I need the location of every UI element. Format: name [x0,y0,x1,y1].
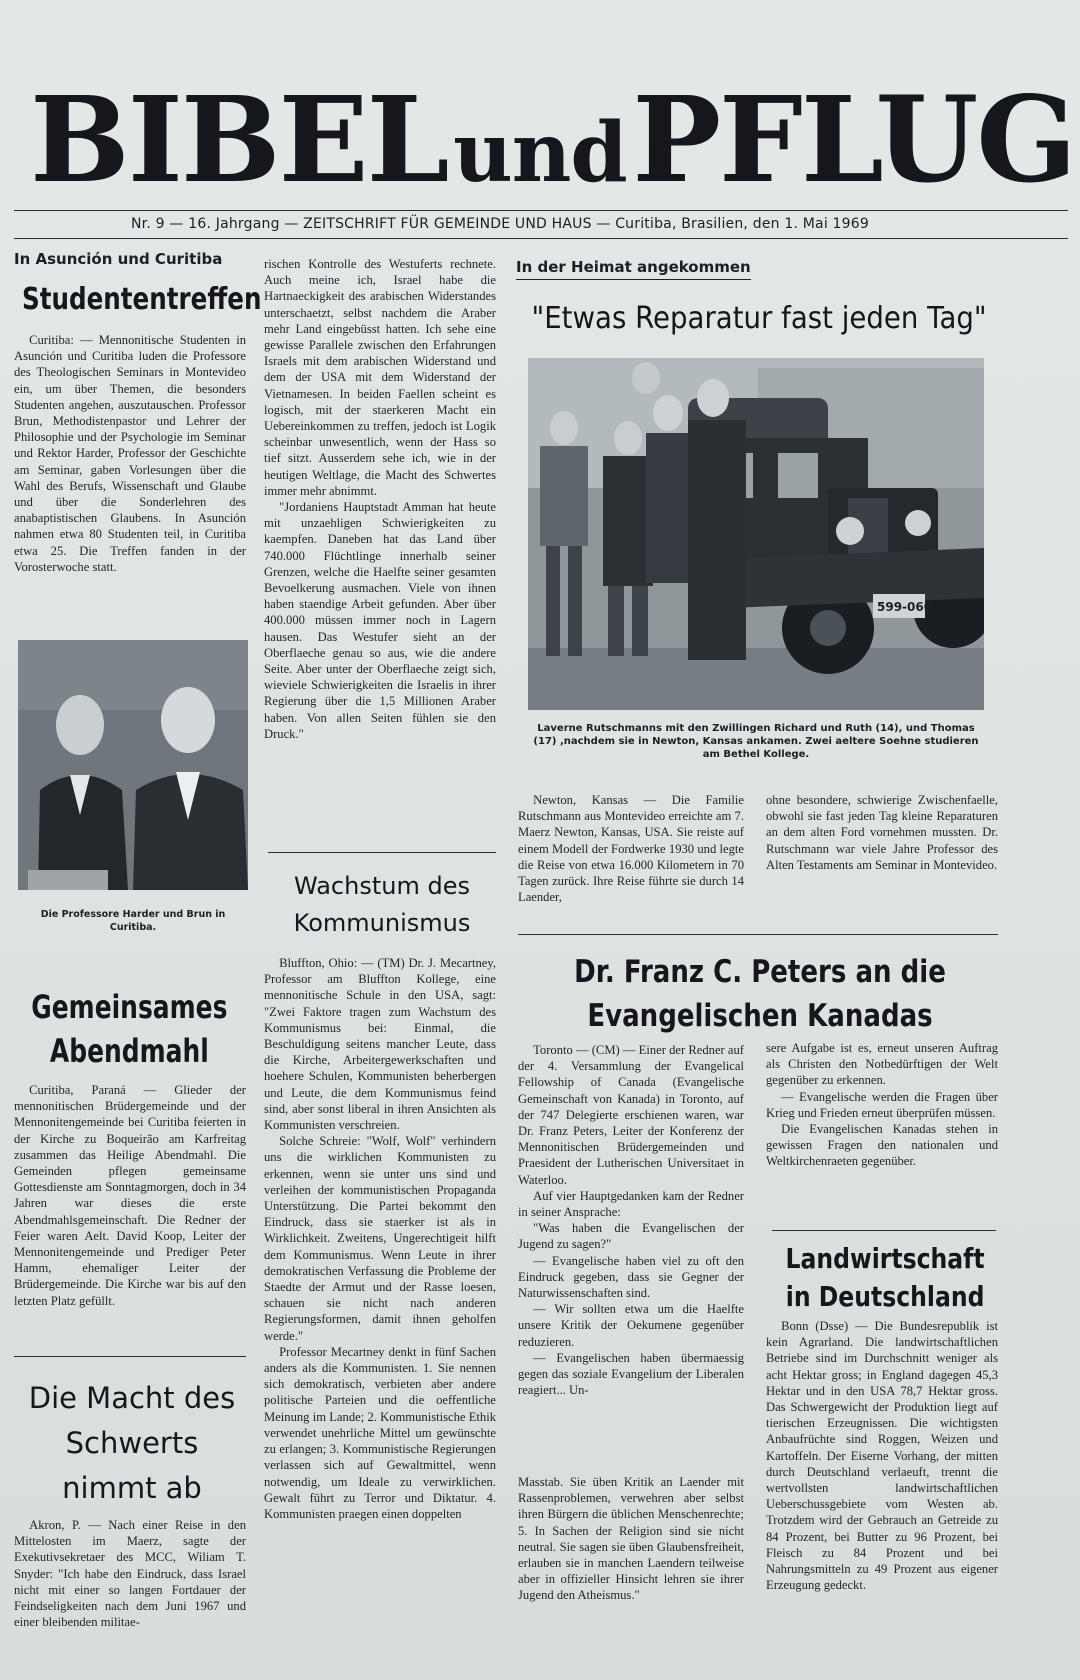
masthead-word-1: BIBEL [30,70,448,209]
paragraph: Bluffton, Ohio: — (TM) Dr. J. Mecartney, Professor am Bluffton Kollege, eine mennonitische Schule in den USA, sagt: "Zwei Faktore tragen zum Wachstum des Kommunismus bei: Einmal, die Beschuldigung seitens mancher Leute, dass die Kirche, Arbeitergewerkschaften und hoehere Schulen, Kommunisten beherbergen und Leute, die dem Kommunismus feind sind, aber sonst liberal in ihren Ansichten als Kommunisten verschreien. [264,956,496,1133]
masthead-word-2: und [453,105,627,201]
family-car-illustration [528,358,984,710]
masthead-word-3: PFLUG [632,70,1076,209]
masthead [30,70,1076,209]
paragraph: "Jordaniens Hauptstadt Amman hat heute mit unzaehligen Schwierigkeiten zu kaempfen. Daneben hat das Land über 740.000 Flüchtlinge innerhalb seiner Grenzen, welche die Haelfte seiner gesamten Bevoelkerung ausmachen. Viele von ihnen haben staendige Arbeit gefunden. Aber über 400.000 müssen immer noch in Lagern hausen. Das Westufer sieht an der Oberflaeche genau so aus, wie die andere Seite. Aber unter der Oberflaeche zeigt sich, wieviele Schwierigkeiten die Israelis in ihrer Regierung über die 1,5 Millionen Araber haben. Von allen Seiten fühlen sie den Druck." [264,500,496,741]
paragraph: Bonn (Dsse) — Die Bundesrepublik ist kein Agrarland. Die landwirtschaftlichen Betriebe sind im Durchschnitt weniger als acht Hektar gross; in England dagegen 45,3 Hektar und in den USA 78,7 Hektar gross. Das Schwergewicht der Produktion liegt auf tierischen Erzeugnissen. Die wichtigsten Anbaufrüchte sind Roggen, Weizen und Kartoffeln. Der Eiserne Vorhang, der mitten durch Deutschland verlaeuft, trennt die wertvollsten landwirtschaftlichen Ueberschussgebiete vom Westen ab. Trotzdem wird der Gebrauch an Getreide zu 84 Prozent, bei Butter zu 96 Prozent, bei Fleisch zu 84 Prozent und bei Nahrungsmitteln zu 49 Prozent aus eigener Erzeugung gedeckt. [766,1319,998,1593]
col2-separator [268,852,496,853]
article-peters-left [518,1042,744,1398]
photo-professors [18,640,248,890]
license-plate: 599-060 [877,600,933,614]
col1-kicker: In Asunción und Curitiba [14,250,223,268]
paragraph: ohne besondere, schwierige Zwischenfaelle, obwohl sie fast jeden Tag kleine Reparaturen an dem alten Ford vornehmen mussten. Dr. Rutschmann war viele Jahre Professor des Alten Testaments am Seminar in Montevideo. [766,793,998,872]
headline-landwirtschaft-text: Landwirtschaft in Deutschland [785,1242,985,1313]
paragraph: Curitiba: — Mennonitische Studenten in Asunción und Curitiba luden die Professore des Theologischen Seminars in Montevideo ein, um über Themen, die besonders Studenten angehen, auszutauschen. Professor Brun, Methodistenpastor und Lehrer der Philosophie und der Psychologie im Seminar und Rektor Harder, Professor der Geschichte am Seminar, gaben Vorlesungen über die Wahl des Berufs, Wissenschaft und Glaube und über die Sonderlehren des anabaptistischen Glaubens. In Asunción nahmen etwa 80 Studenten teil, in Curitiba etwa 25. Die Treffen fanden in der Vorosterwoche statt. [14,333,246,574]
headline-macht-des-schwerts: Die Macht des Schwerts nimmt ab [28,1381,236,1505]
article-reparatur-left [518,792,744,905]
headline-abendmahl-text: Gemeinsames Abendmahl [31,988,228,1070]
headline-peters [550,950,970,1038]
paragraph: — Evangelische haben viel zu oft den Eindruck gegeben, dass sie Gegner der Naturwissenschaften sind. [518,1253,744,1301]
article-macht-des-schwerts [14,1517,246,1630]
headline-kommunismus: Wachstum des Kommunismus [293,872,471,937]
paragraph: Toronto — (CM) — Einer der Redner auf der 4. Versammlung der Evangelical Fellowship of Canada (Evangelische Gemeinschaft von Kanada) in Toronto, auf der 747 Delegierte erschienen waren, war Dr. Franz Peters, Leiter der Konferenz der Mennonitischen Brüdergemeinden und Praesident der Lutherischen Universitaet in Waterloo. [518,1043,744,1187]
right-kicker: In der Heimat angekommen [516,258,751,280]
headline-reparatur: "Etwas Reparatur fast jeden Tag" [531,301,987,336]
issue-line: Nr. 9 — 16. Jahrgang — ZEITSCHRIFT FÜR GEMEINDE UND HAUS — Curitiba, Brasilien, den 1. Mai 1969 [130,216,869,232]
headline-peters-text: Dr. Franz C. Peters an die Evangelischen Kanadas [574,954,946,1034]
right-separator [518,934,998,935]
masthead-rule-top [14,210,1068,211]
article-kommunismus-continued [518,1474,744,1604]
paragraph: "Was haben die Evangelischen der Jugend zu sagen?" [518,1221,744,1252]
paragraph: Masstab. Sie üben Kritik an Laender mit Rassenproblemen, verwehren aber selbst ihren Bürgern die üblichen Menschenrechte; 5. In Sachen der Religion sind sie nicht neutral. Sie sagen sie üben Glaubensfreiheit, erlauben sie in manchen Laendern teilweise aber in offizieller Hinsicht lehren sie ihrer Jugend den Atheismus." [518,1475,744,1603]
paragraph: Professor Mecartney denkt in fünf Sachen anders als die Kommunisten. 1. Sie nennen sich demokratisch, verbieten aber andere politische Parteien und die oeffentliche Meinung im Lande; 2. Kommunistische Ethik verwendet unehrliche Mittel um gewünschte zu erlangen; 3. Kommunistische Regierungen verlassen sich auf Gewaltmittel, wenn notwendig, um Ideale zu verwirklichen. Gewalt führt zu Terror und Diktatur. 4. Kommunisten praegen einen doppelten [264,1344,496,1521]
paragraph: sere Aufgabe ist es, erneut unseren Auftrag als Christen den Notbedürftigen der Welt gegenüber zu erkennen. [766,1041,998,1088]
right-separator-2 [772,1230,996,1231]
paragraph: — Wir sollten etwa um die Haelfte unsere Kritik der Oekumene gegenüber reduzieren. [518,1302,744,1349]
paragraph: — Evangelische werden die Fragen über Krieg und Frieden erneut überprüfen müssen. [766,1089,998,1120]
col1-separator [14,1356,246,1357]
paragraph: — Evangelischen haben übermaessig gegen das soziale Evangelium der Liberalen reagiert... Un- [518,1350,744,1398]
article-macht-continued [264,256,496,742]
paragraph: Auf vier Hauptgedanken kam der Redner in seiner Ansprache: [518,1188,744,1220]
paragraph: Curitiba, Paraná — Glieder der mennonitischen Brüdergemeinde und der Mennonitengemeinde bei Curitiba feierten in der Kirche zu Boqueirão am Karfreitag zusammen das Heilige Abendmahl. Die Gemeinden pflegen gemeinsame Gottesdienste am Sonntagmorgen, doch in 34 Jahren war dieses die erste Abendmahlsgemeinschaft. Die Redner der Feier waren Aelt. David Koop, Leiter der Mennonitengemeinde und Prediger Peter Hamm, ehemaliger Leiter der Brüdergemeinde. Die Kirche war bis auf den letzten Platz gefüllt. [14,1083,246,1308]
photo-caption-professors: Die Professore Harder und Brun in Curitiba. [40,909,226,933]
paragraph: rischen Kontrolle des Westuferts rechnete. Auch meine ich, Israel habe die Hartnaeckigkeit des arabischen Widerstandes unterschaetzt, selbst nachdem die Araber mehr Land eingebüsst hatten. Ich sehe eine gewisse Parallele zwischen den Erfahrungen Israels mit dem arabischen Widerstand und dem der USA mit dem Widerstand der Vietnamesen. In beiden Faellen scheint es logisch, mit der staerkeren Macht ein Uebereinkommen zu treffen, jedoch ist Logik scheinbar unwesentlich, wenn der Hass so tief sitzt. Ausserdem sehe ich, wie in der heutigen Weltlage, die Macht des Schwertes immer mehr abnimmt. [264,257,496,498]
article-kommunismus [264,955,496,1522]
article-reparatur-right [766,792,998,873]
article-peters-right [766,1040,998,1170]
headline-abendmahl [26,985,233,1073]
article-studententreffen [14,332,246,575]
paragraph: Newton, Kansas — Die Familie Rutschmann aus Montevideo erreichte am 7. Maerz Newton, Kansas, USA. Sie reiste auf einem Modell der Fordwerke 1930 und legte die Reise von etwa 16.000 Kilometern in 70 Tagen zurück. Ihre Reise führte sie durch 14 Laender, [518,793,744,905]
headline-studententreffen: Studententreffen [22,282,262,317]
paragraph: Die Evangelischen Kanadas stehen in gewissen Fragen den nationalen und Weltkirchenraeten gegenüber. [766,1122,998,1169]
professors-illustration [18,640,248,890]
article-landwirtschaft [766,1318,998,1593]
photo-rutschmann-family [528,358,984,710]
paragraph: Akron, P. — Nach einer Reise in den Mittelosten im Maerz, sagte der Exekutivsekretaer des MCC, Wiliam T. Snyder: "Ich habe den Eindruck, dass Israel nicht mit einer so langen Fortdauer der Feindseligkeiten nach dem Juni 1967 und einer bleibenden militae- [14,1518,246,1630]
headline-landwirtschaft [778,1240,992,1316]
masthead-rule-bottom [14,238,1068,239]
article-abendmahl [14,1082,246,1309]
photo-caption-family: Laverne Rutschmanns mit den Zwillingen Richard und Ruth (14), und Thomas (17) ,nachdem sie in Newton, Kansas ankamen. Zwei aeltere Soehne studieren am Bethel Kollege. [533,723,979,760]
paragraph: Solche Schreie: "Wolf, Wolf" verhindern uns die wirklichen Kommunisten zu erkennen, wenn sie unter uns sind und verleihen der kommunistischen Propaganda Unterstützung. Die Partei bekommt den Eindruck, dass sie staerker ist als in Wirklichkeit. Zweitens, Ungerechtigeit hilft dem Kommunismus. Wenn Leute in ihrer demokratischen Verfassung die Probleme der Staedte der Armut und der Rasse loesen, schauen sie nicht nach anderen Regierungsformen, damit ihnen geholfen werde." [264,1134,496,1343]
